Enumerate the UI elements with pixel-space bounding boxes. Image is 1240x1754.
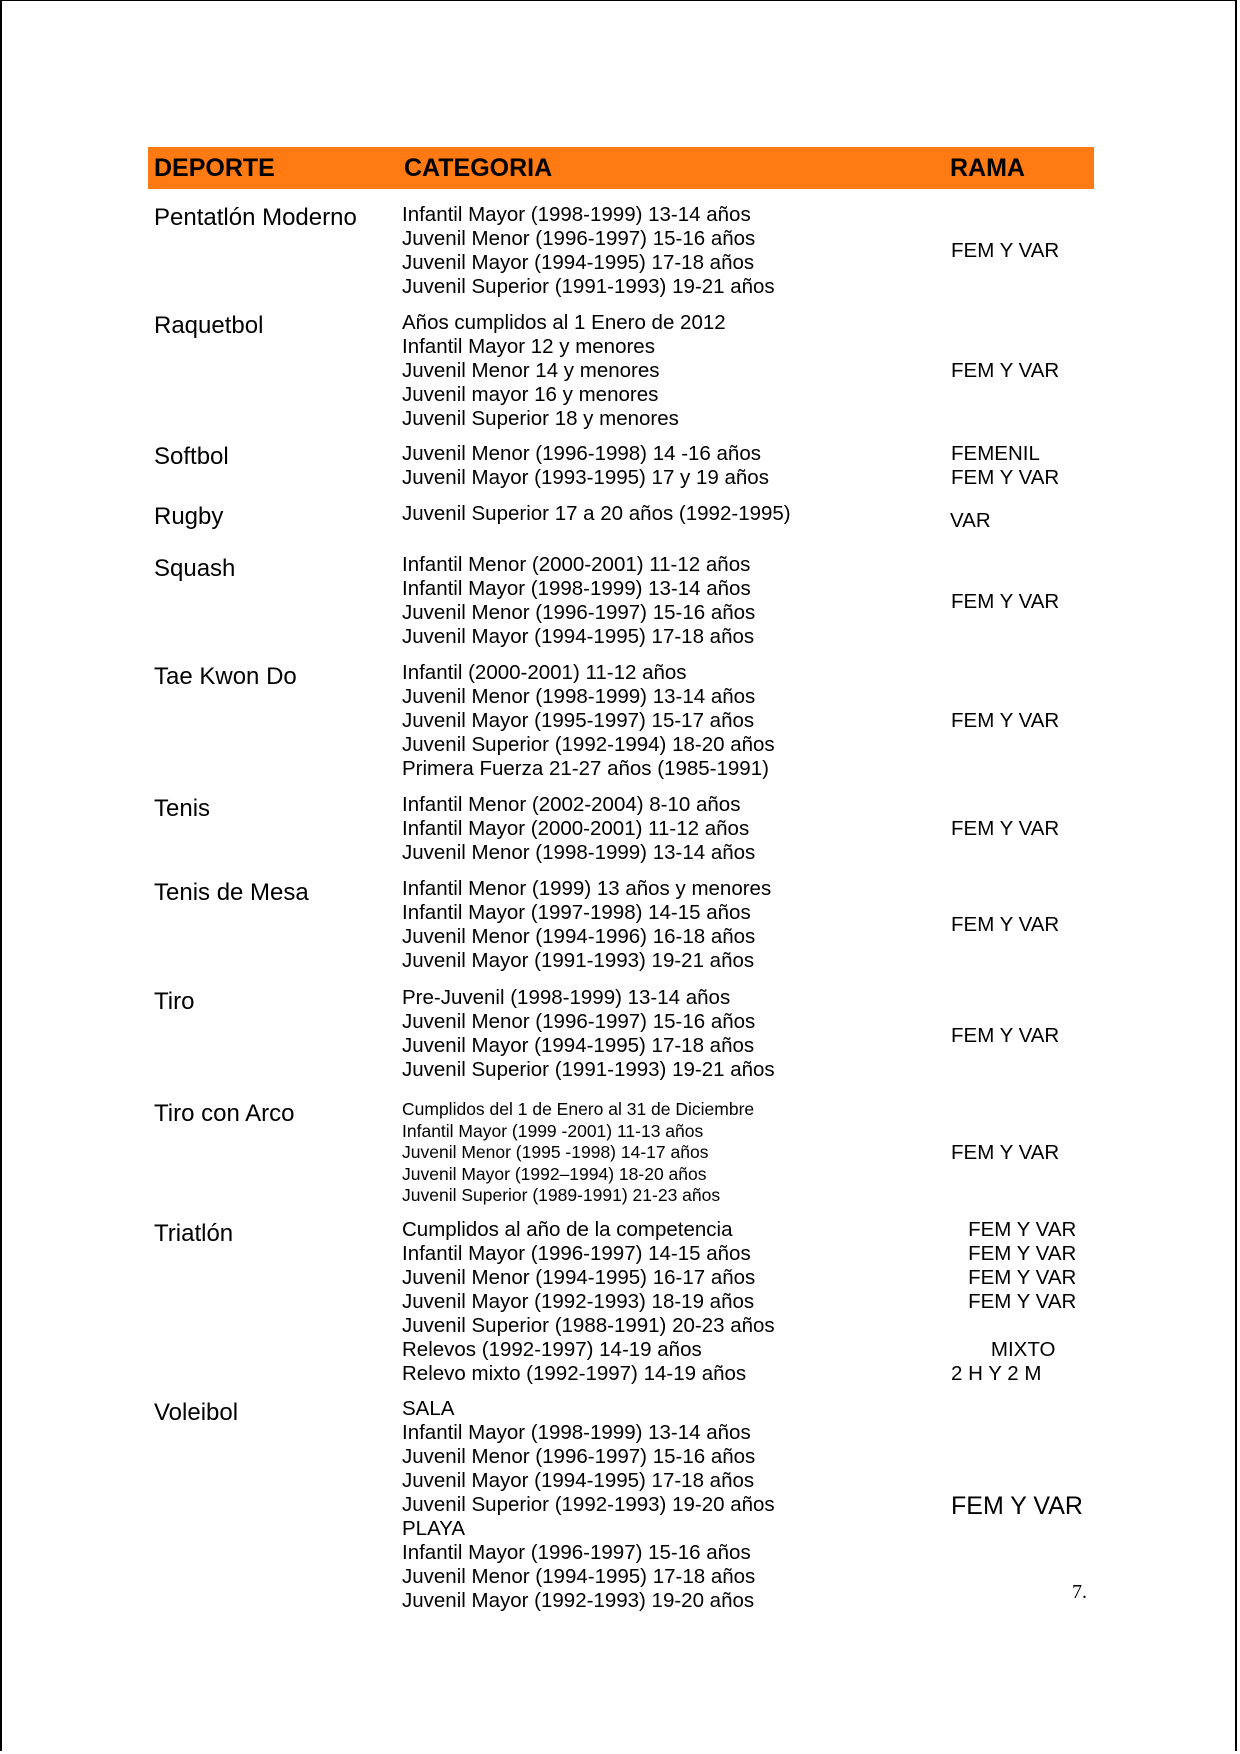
category-line: Juvenil Menor (1996-1997) 15-16 años <box>402 227 756 250</box>
category-line: Años cumplidos al 1 Enero de 2012 <box>402 311 726 334</box>
category-line: Juvenil Mayor (1994-1995) 17-18 años <box>402 625 755 648</box>
header-rama: RAMA <box>950 154 1025 182</box>
rama-value: FEM Y VAR <box>951 590 1060 613</box>
sport-name: Tae Kwon Do <box>154 663 297 690</box>
category-list <box>402 1099 754 1207</box>
category-line: Juvenil Menor (1996-1997) 15-16 años <box>402 1010 756 1033</box>
sport-name: Voleibol <box>154 1399 239 1426</box>
category-line: Infantil Menor (1999) 13 años y menores <box>402 877 772 900</box>
rama-value: FEM Y VAR <box>951 1024 1060 1047</box>
category-line: Juvenil Mayor (1994-1995) 17-18 años <box>402 1034 755 1057</box>
category-line: Infantil Mayor (1998-1999) 13-14 años <box>402 577 751 600</box>
category-line: Juvenil Superior (1991-1993) 19-21 años <box>402 275 775 298</box>
category-list <box>402 502 791 526</box>
category-list <box>402 553 755 649</box>
header-categoria: CATEGORIA <box>404 154 553 182</box>
rama-value: FEM Y VAR <box>951 1492 1083 1520</box>
category-line: Juvenil Menor (1996-1998) 14 -16 años <box>402 442 761 465</box>
category-line: Juvenil Menor (1995 -1998) 14-17 años <box>402 1142 709 1162</box>
header-deporte: DEPORTE <box>154 154 275 182</box>
category-line: Infantil Mayor (1997-1998) 14-15 años <box>402 901 751 924</box>
category-line: Juvenil Menor (1994-1995) 17-18 años <box>402 1565 756 1588</box>
category-line: Infantil Mayor (1996-1997) 14-15 años <box>402 1242 751 1265</box>
sport-name: Raquetbol <box>154 312 264 339</box>
category-line: Juvenil Superior (1988-1991) 20-23 años <box>402 1314 775 1337</box>
category-line: Relevo mixto (1992-1997) 14-19 años <box>402 1362 747 1385</box>
rama-value: FEM Y VAR <box>951 709 1060 732</box>
sport-name: Pentatlón Moderno <box>154 204 357 231</box>
category-line: Infantil Menor (2002-2004) 8-10 años <box>402 793 741 816</box>
category-line: Juvenil Menor (1998-1999) 13-14 años <box>402 841 756 864</box>
category-list <box>402 1218 775 1386</box>
category-line: Infantil Menor (2000-2001) 11-12 años <box>402 553 751 576</box>
category-line: Juvenil Menor (1996-1997) 15-16 años <box>402 601 756 624</box>
category-line: Juvenil Mayor (1994-1995) 17-18 años <box>402 1469 755 1492</box>
category-list <box>402 1397 775 1613</box>
category-line: Juvenil Mayor (1992–1994) 18-20 años <box>402 1163 707 1184</box>
category-line: Juvenil Superior 17 a 20 años (1992-1995) <box>402 502 791 525</box>
category-line: Juvenil Mayor (1991-1993) 19-21 años <box>402 949 755 972</box>
category-line: Juvenil Superior (1992-1993) 19-20 años <box>402 1493 775 1516</box>
category-line: Primera Fuerza 21-27 años (1985-1991) <box>402 757 769 780</box>
category-line: Juvenil Menor (1998-1999) 13-14 años <box>402 685 756 708</box>
category-line: Cumplidos al año de la competencia <box>402 1218 733 1241</box>
page-number: 7. <box>1072 1581 1087 1603</box>
category-line: Infantil Mayor 12 y menores <box>402 335 655 358</box>
category-list <box>402 986 775 1082</box>
rama-value: FEM Y VAR <box>951 239 1060 262</box>
sport-name: Squash <box>154 555 236 582</box>
sport-name: Tiro <box>154 988 195 1015</box>
category-line: PLAYA <box>402 1517 466 1540</box>
category-list <box>402 793 755 865</box>
sport-name: Rugby <box>154 503 224 530</box>
category-line: Juvenil Superior (1991-1993) 19-21 años <box>402 1058 775 1081</box>
category-line: Infantil Mayor (1998-1999) 13-14 años <box>402 203 751 226</box>
rama-value: VAR <box>950 509 991 532</box>
sport-name: Triatlón <box>154 1220 234 1247</box>
category-line: Juvenil Mayor (1994-1995) 17-18 años <box>402 251 755 274</box>
sport-name: Tenis <box>154 795 211 822</box>
category-line: Juvenil Mayor (1995-1997) 15-17 años <box>402 709 755 732</box>
category-line: Infantil Mayor (1996-1997) 15-16 años <box>402 1541 751 1564</box>
rama-value: FEM Y VAR <box>951 817 1060 840</box>
category-line: Cumplidos del 1 de Enero al 31 de Diciembre <box>402 1099 755 1119</box>
category-line: Juvenil Mayor (1992-1993) 19-20 años <box>402 1589 755 1612</box>
category-line: Juvenil Superior (1992-1994) 18-20 años <box>402 733 775 756</box>
category-list <box>402 661 775 781</box>
category-line: Juvenil Superior 18 y menores <box>402 407 679 430</box>
category-line: Infantil Mayor (1999 -2001) 11-13 años <box>402 1120 704 1141</box>
rama-value: FEM Y VAR FEM Y VAR FEM Y VAR FEM Y VAR MIXTO 2 H Y 2 M <box>951 1218 1077 1385</box>
category-line: Juvenil Menor (1994-1995) 16-17 años <box>402 1266 756 1289</box>
sport-name: Tiro con Arco <box>154 1100 295 1127</box>
rama-value: FEM Y VAR <box>951 1141 1060 1164</box>
sport-name: Softbol <box>154 443 229 470</box>
category-line: Juvenil Mayor (1992-1993) 18-19 años <box>402 1290 755 1313</box>
category-list <box>402 877 771 973</box>
category-line: Juvenil Menor (1994-1996) 16-18 años <box>402 925 756 948</box>
sport-name: Tenis de Mesa <box>154 879 309 906</box>
rama-value: FEM Y VAR <box>951 359 1060 382</box>
category-line: Relevos (1992-1997) 14-19 años <box>402 1338 702 1361</box>
category-line: Infantil (2000-2001) 11-12 años <box>402 661 687 684</box>
table-header <box>148 147 1094 189</box>
category-line: Juvenil Mayor (1993-1995) 17 y 19 años <box>402 466 769 489</box>
category-line: Infantil Mayor (2000-2001) 11-12 años <box>402 817 750 840</box>
category-line: Juvenil Menor (1996-1997) 15-16 años <box>402 1445 756 1468</box>
rama-value: FEMENIL FEM Y VAR <box>951 442 1060 489</box>
category-list <box>402 203 775 299</box>
category-line: SALA <box>402 1397 455 1420</box>
category-line: Juvenil Superior (1989-1991) 21-23 años <box>402 1185 721 1205</box>
category-list <box>402 311 726 431</box>
category-list <box>402 442 769 490</box>
category-line: Juvenil mayor 16 y menores <box>402 383 659 406</box>
category-line: Pre-Juvenil (1998-1999) 13-14 años <box>402 986 731 1009</box>
rama-value: FEM Y VAR <box>951 913 1060 936</box>
category-line: Juvenil Menor 14 y menores <box>402 359 660 382</box>
category-line: Infantil Mayor (1998-1999) 13-14 años <box>402 1421 751 1444</box>
